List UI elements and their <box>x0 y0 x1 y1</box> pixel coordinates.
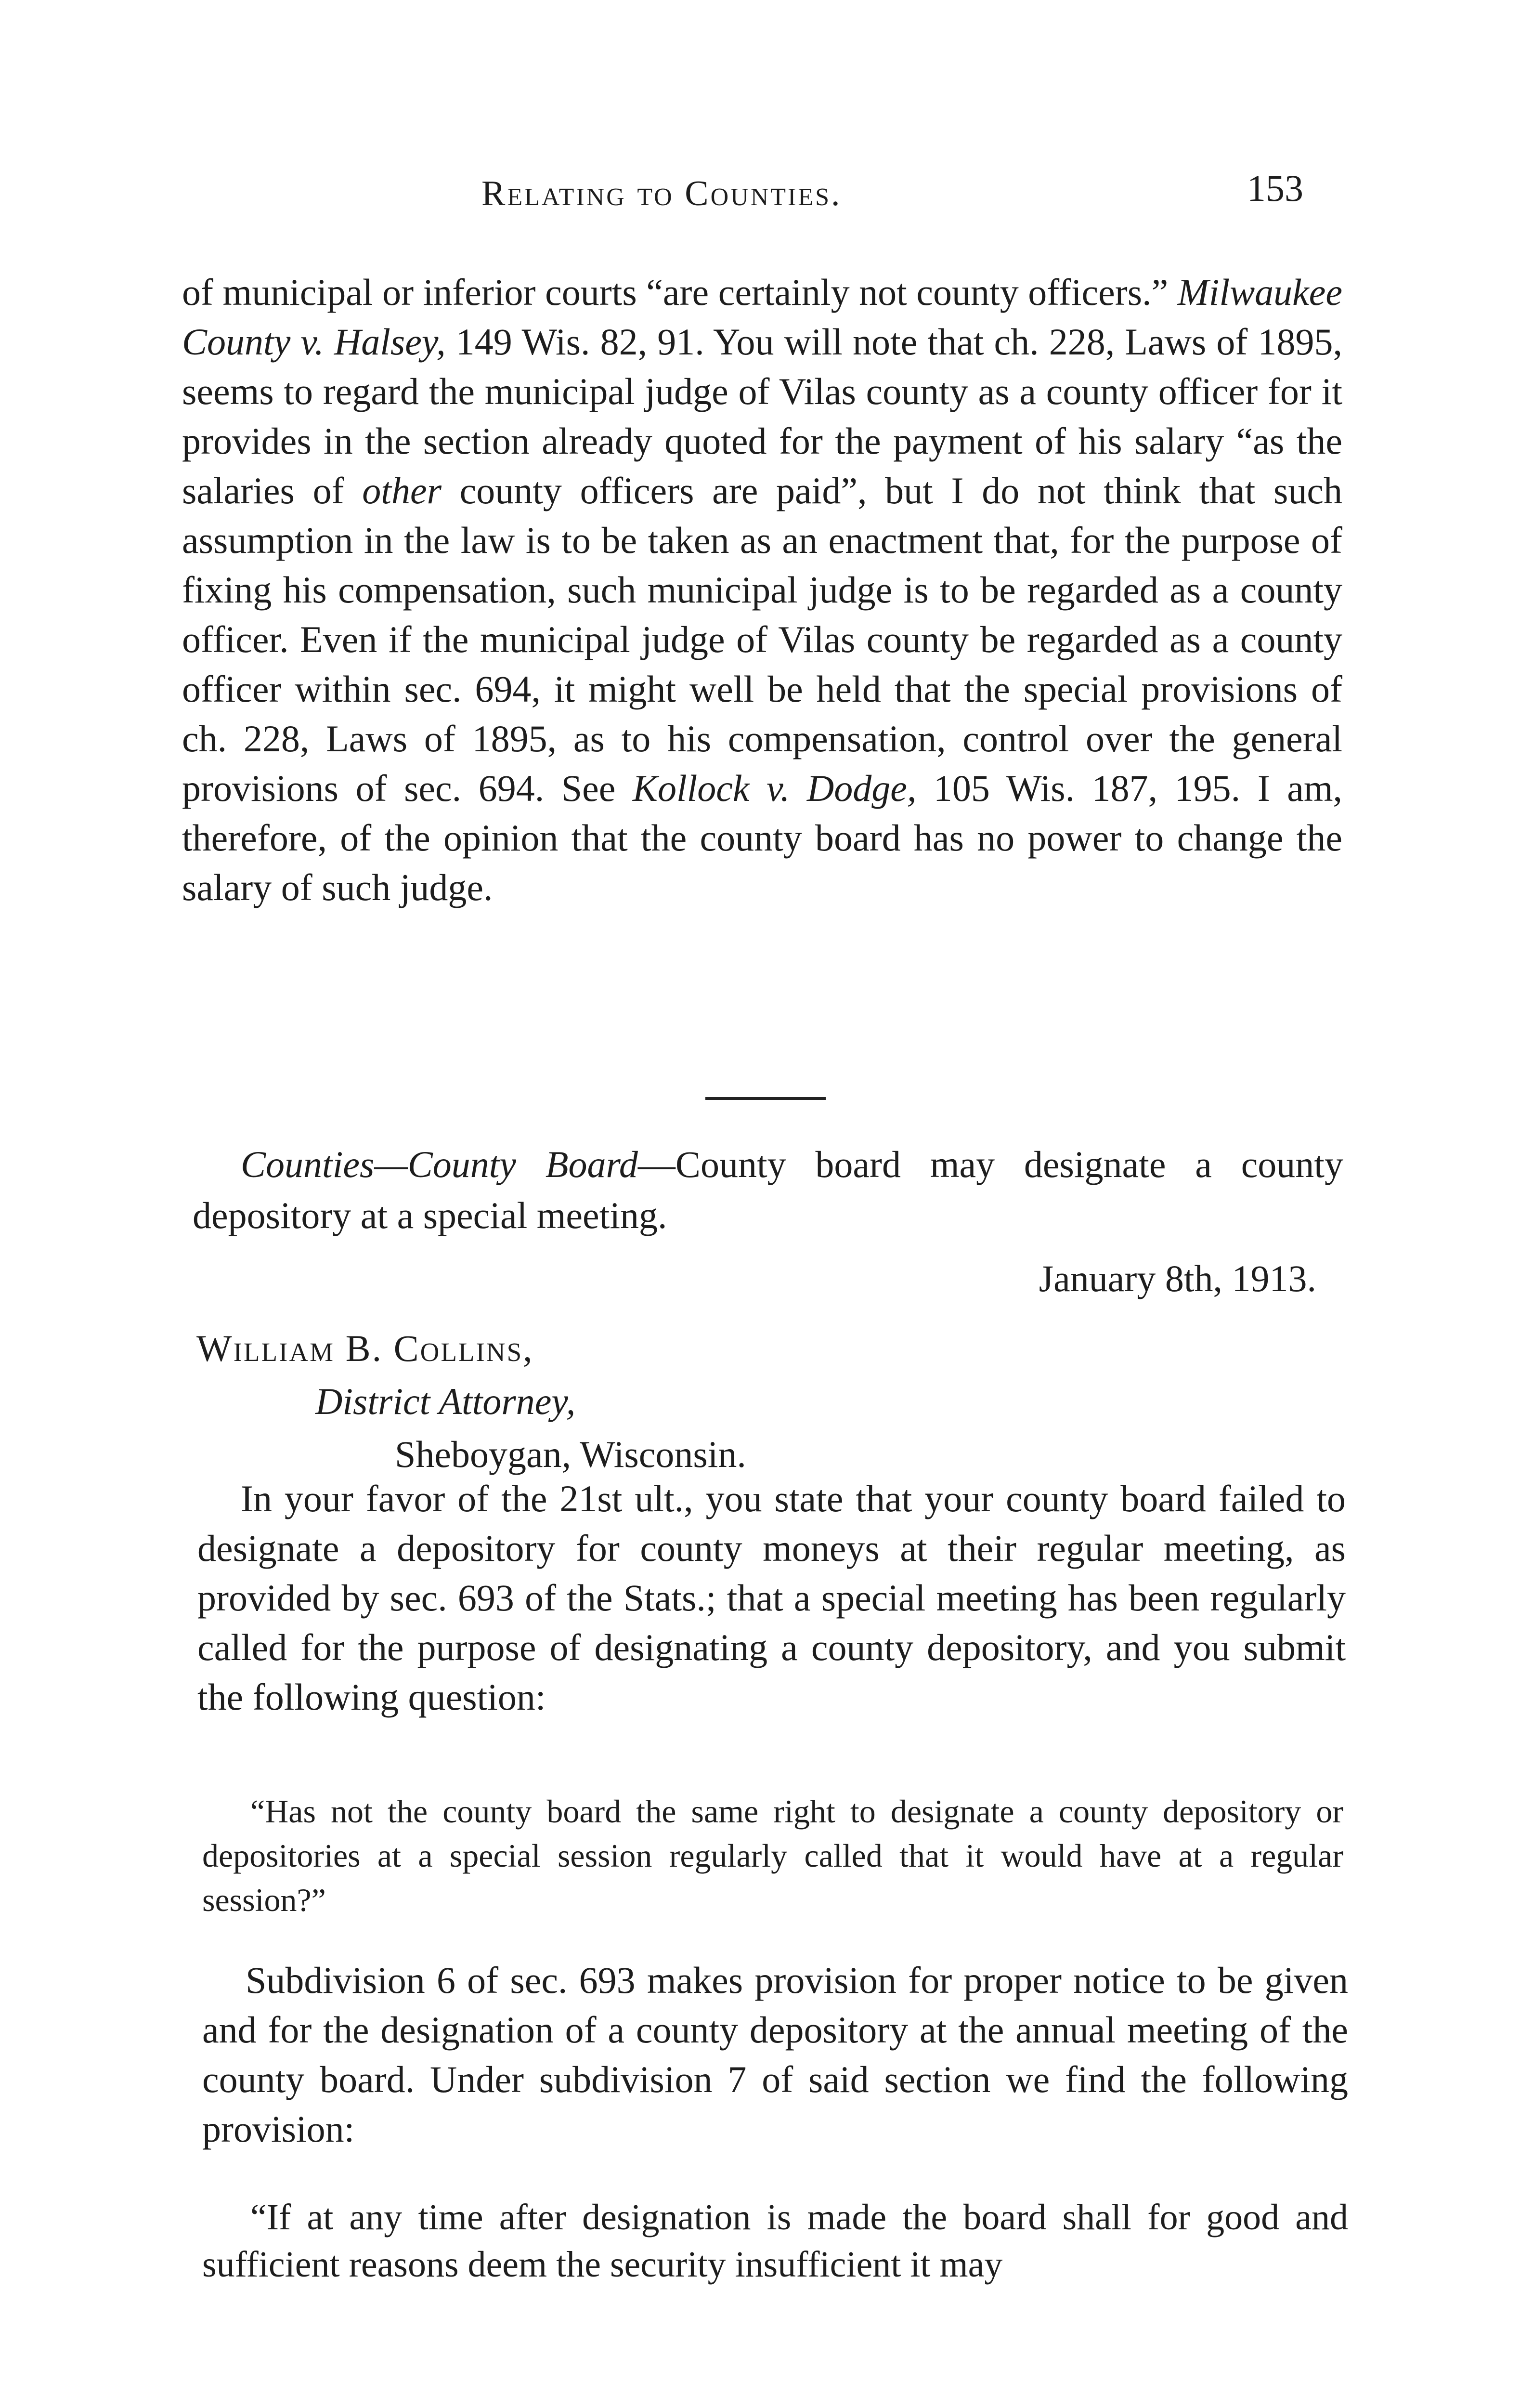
quote-question: “Has not the county board the same right to designate a county depository or depositories at a special session regularly called that it would have at a regular session?” <box>202 1793 1343 1918</box>
p1-text-4: 105 Wis. 187, 195. I am, therefore, of the opinion that the county board has no power to change the salary of such judge. <box>182 767 1343 908</box>
emphasis-other: other <box>362 470 442 511</box>
running-head <box>0 167 1533 222</box>
citation-kollock: Kollock v. Dodge, <box>632 767 917 809</box>
p1-text-1: of municipal or inferior courts “are certainly not county officers.” <box>182 271 1178 313</box>
section-divider <box>705 1097 826 1100</box>
running-title: Relating to Counties. <box>481 174 842 213</box>
addressee-title: District Attorney, <box>315 1380 576 1422</box>
paragraph-2: In your favor of the 21st ult., you state that your county board failed to designate a depository for county moneys at their regular meeting, as provided by sec. 693 of the Stats.; that a special meeting has been regularly called for the purpose of designating a county depository, and you submit the following question: <box>197 1478 1346 1718</box>
letter-date: January 8th, 1913. <box>1039 1257 1316 1299</box>
paragraph-1 <box>182 267 1342 912</box>
headnote <box>193 1139 1343 1241</box>
quote-provision: “If at any time after designation is made the board shall for good and sufficient reasons deem the security insufficient it may <box>202 2197 1348 2285</box>
addressee-place: Sheboygan, Wisconsin. <box>395 1433 746 1475</box>
headnote-text: —County board may designate a county depository at a special meeting. <box>193 1143 1343 1236</box>
paragraph-3: Subdivision 6 of sec. 693 makes provision for proper notice to be given and for the designation of a county depository at the annual meeting of the county board. Under subdivision 7 of said section we find the following provision: <box>202 1959 1348 2150</box>
addressee-name: William B. Collins, <box>196 1327 534 1369</box>
p1-text-2: 149 Wis. 82, 91. You will note that ch. 228, Laws of 1895, seems to regard the municipal judge of Vilas county as a county officer for it provides in the section already quoted for the payment of his salary “as the salaries of <box>182 321 1342 511</box>
p1-text-3: county officers are paid”, but I do not think that such assumption in the law is to be taken as an enactment that, for the purpose of fixing his compensation, such municipal judge is to be regarded as a county officer. Even if the municipal judge of Vilas county be regarded as a county officer within sec. 694, it might well be held that the special provisions of ch. 228, Laws of 1895, as to his compensation, control over the general provisions of sec. 694. See <box>182 470 1342 809</box>
headnote-topic: Counties—County Board <box>241 1143 638 1185</box>
page-number: 153 <box>1247 167 1303 209</box>
citation-milwaukee: Milwaukee County v. Halsey, <box>182 271 1342 363</box>
